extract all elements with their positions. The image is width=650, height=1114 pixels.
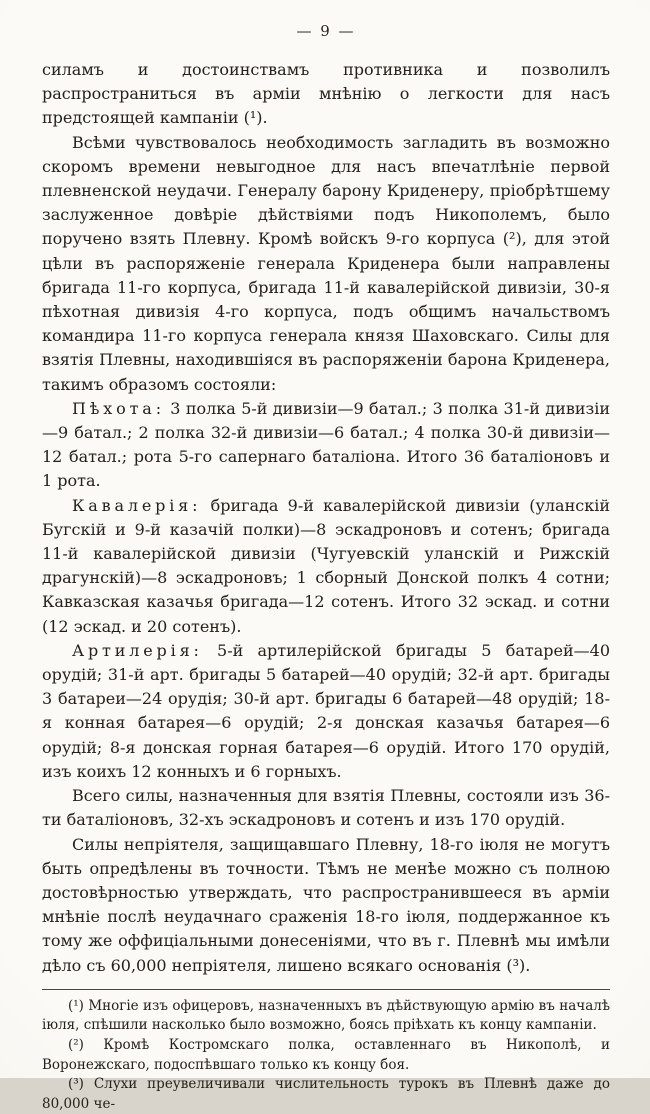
footnotes bbox=[42, 997, 610, 1114]
paragraph-text: Силы непріятеля, защищавшаго Плевну, 18-го іюля не могутъ быть опредѣлены въ точности. Тѣмъ не менѣе можно съ полною достовѣрностью утверждать, что распространившееся въ арміи мнѣніе послѣ неудачнаго сраженія 18-го іюля, поддержанное къ тому же оффиціальными донесеніями, что въ г. Плевнѣ мы имѣли дѣло съ 60,000 непріятеля, лишено всякаго основанія (³). bbox=[42, 834, 610, 975]
paragraph bbox=[42, 833, 610, 978]
paragraph bbox=[42, 397, 610, 494]
paragraph-text: Всего силы, назначенныя для взятія Плевны, состояли изъ 36-ти баталіоновъ, 32-хъ эскадроновъ и сотенъ и изъ 170 орудій. bbox=[42, 786, 610, 830]
paragraph bbox=[42, 131, 610, 397]
footnote: (¹) Многіе изъ офицеровъ, назначенныхъ въ дѣйствующую армію въ началѣ іюля, спѣшили насколько было возможно, боясь пріѣхать къ концу кампаніи. bbox=[42, 997, 610, 1034]
paragraph bbox=[42, 784, 610, 832]
paragraph bbox=[42, 58, 610, 131]
paragraph-text: 5-й артилерійской бригады 5 батарей—40 орудій; 31-й арт. бригады 5 батарей—40 орудій; 32-й арт. бригады 3 батареи—24 орудія; 30-й арт. бригады 6 батарей—48 орудій; 18-я конная батарея—6 орудій; 2-я донская казачья батарея—6 орудій; 8-я донская горная батарея—6 орудій. Итого 170 орудій, изъ коихъ 12 конныхъ и 6 горныхъ. bbox=[42, 640, 610, 781]
footnote: (³) Слухи преувеличивали числительность турокъ въ Плевнѣ даже до 80,000 че- bbox=[42, 1076, 610, 1112]
paragraph-text: силамъ и достоинствамъ противника и позволилъ распространиться въ арміи мнѣнію о легкости для насъ предстоящей кампаніи (¹). bbox=[42, 60, 610, 128]
page-number: — 9 — bbox=[296, 22, 356, 40]
body-text bbox=[42, 58, 610, 978]
footnote: (²) Кромѣ Костромскаго полка, оставленнаго въ Никополѣ, и Воронежскаго, подоспѣвшаго только къ концу боя. bbox=[42, 1036, 610, 1073]
paragraph bbox=[42, 639, 610, 784]
paragraph-lead: Кавалерія: bbox=[72, 495, 202, 515]
paragraph-lead: Артилерія: bbox=[72, 640, 203, 660]
paragraph-text: Всѣми чувствовалось необходимость загладить въ возможно скоромъ времени невыгодное для насъ впечатлѣніе первой плевненской неудачи. Генералу барону Криденеру, пріобрѣтшему заслуженное довѣріе дѣйствіями подъ Никополемъ, было поручено взять Плевну. Кромѣ войскъ 9-го корпуса (²), для этой цѣли въ распоряженіе генерала Криденера были направлены бригада 11-го корпуса, бригада 11-й кавалерійской дивизіи, 30-я пѣхотная дивизія 4-го корпуса, подъ общимъ начальствомъ командира 11-го корпуса генерала князя Шаховскаго. Силы для взятія Плевны, находившіяся въ распоряженіи барона Криденера, такимъ образомъ состояли: bbox=[42, 132, 610, 394]
paragraph-text: 3 полка 5-й дивизіи—9 батал.; 3 полка 31-й дивизіи—9 батал.; 2 полка 32-й дивизіи—6 батал.; 4 полка 30-й дивизіи—12 батал.; рота 5-го сапернаго баталіона. Итого 36 баталіоновъ и 1 рота. bbox=[42, 398, 611, 491]
paragraph-text: бригада 9-й кавалерійской дивизіи (уланскій Бугскій и 9-й казачій полки)—8 эскадроновъ и сотенъ; бригада 11-й кавалерійской дивизіи (Чугуевскій уланскій и Рижскій драгунскій)—8 эскадроновъ; 1 сборный Донской полкъ 4 сотни; Кавказская казачья бригада—12 сотенъ. Итого 32 эскад. и сотни (12 эскад. и 20 сотенъ). bbox=[42, 495, 610, 636]
paragraph bbox=[42, 494, 610, 639]
footnote-separator bbox=[42, 989, 610, 990]
paragraph-lead: Пѣхота: bbox=[72, 398, 165, 418]
